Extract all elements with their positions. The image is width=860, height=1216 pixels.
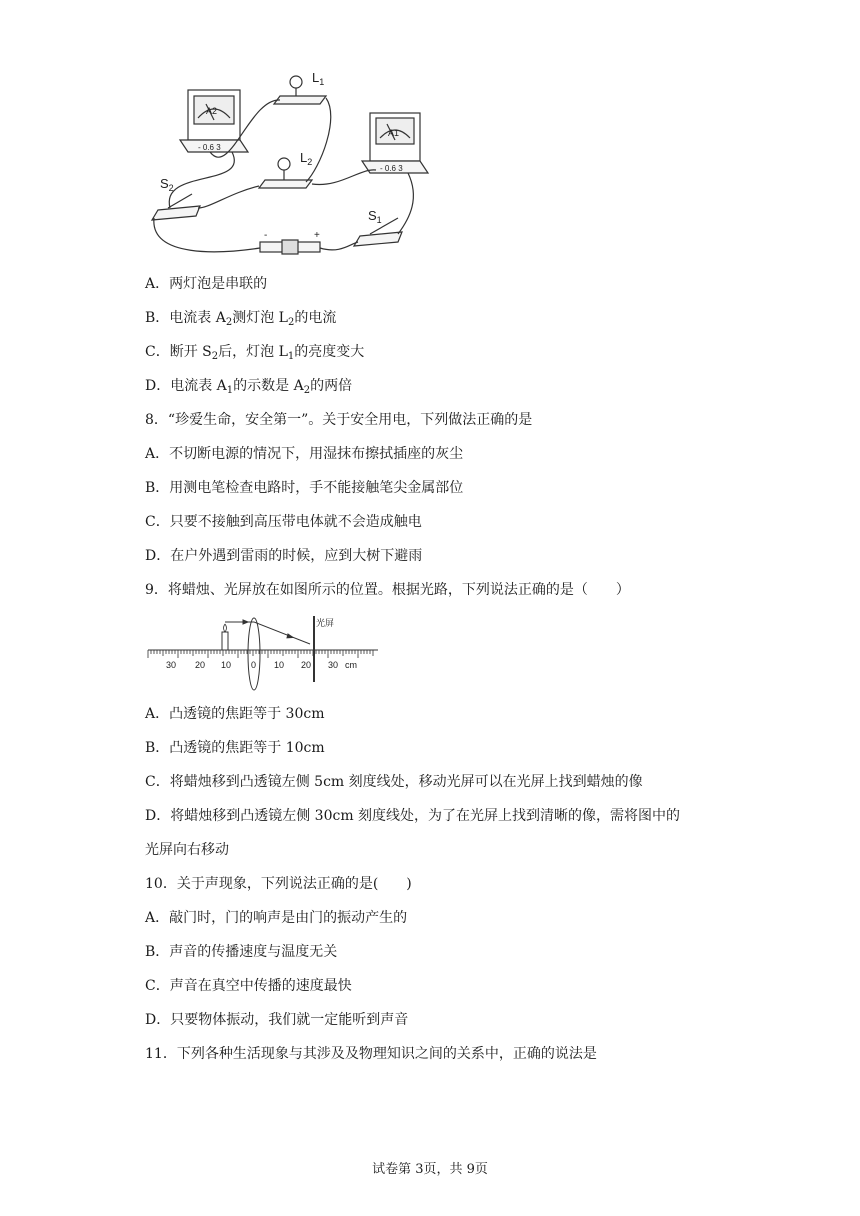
label-s2: $S_2$	[160, 176, 174, 193]
switch-s2	[152, 194, 200, 220]
page-footer: 试卷第 3页，共 9页	[372, 1162, 488, 1177]
scale-a1: - 0.6 3	[380, 164, 403, 173]
q8-option-d: D．在户外遇到雷雨的时候，应到大树下避雨	[145, 548, 423, 564]
q10-stem: 10．关于声现象，下列说法正确的是( )	[145, 876, 412, 892]
q9-option-a: A．凸透镜的焦距等于 30cm	[145, 706, 325, 722]
q8-option-a: A．不切断电源的情况下，用湿抹布擦拭插座的灰尘	[145, 446, 464, 462]
q10-option-d: D．只要物体振动，我们就一定能听到声音	[145, 1012, 409, 1028]
battery-minus: -	[264, 230, 268, 241]
light-ray	[225, 620, 310, 644]
q9-stem: 9．将蜡烛、光屏放在如图所示的位置。根据光路，下列说法正确的是（ ）	[145, 582, 630, 598]
tick-label: 0	[251, 660, 257, 670]
q7-option-b: B．电流表 $A_2$测灯泡 $L_2$的电流	[145, 310, 337, 328]
q9-option-d-cont: 光屏向右移动	[145, 842, 229, 858]
screen-label: 光屏	[316, 618, 335, 628]
q10-option-b: B．声音的传播速度与温度无关	[145, 944, 338, 960]
q10-option-c: C．声音在真空中传播的速度最快	[145, 978, 352, 994]
label-l2: $L_2$	[300, 150, 313, 167]
q9-option-d: D．将蜡烛移到凸透镜左侧 30cm 刻度线处，为了在光屏上找到清晰的像，需将图中的	[145, 808, 681, 824]
label-s1: $S_1$	[368, 208, 382, 225]
circuit-diagram	[140, 58, 440, 268]
q7-option-d: D．电流表 $A_1$的示数是 $A_2$的两倍	[145, 378, 353, 396]
unit-label: cm	[345, 660, 357, 670]
candle	[222, 624, 228, 650]
tick-label: 30	[166, 660, 177, 670]
battery-plus: +	[314, 230, 320, 241]
q9-option-b: B．凸透镜的焦距等于 10cm	[145, 740, 325, 756]
tick-label: 20	[301, 660, 312, 670]
q8-option-b: B．用测电笔检查电路时，手不能接触笔尖金属部位	[145, 480, 464, 496]
battery	[260, 240, 320, 254]
q8-option-c: C．只要不接触到高压带电体就不会造成触电	[145, 514, 422, 530]
tick-label: 20	[195, 660, 206, 670]
scale-a2: - 0.6 3	[198, 143, 221, 152]
q11-stem: 11．下列各种生活现象与其涉及及物理知识之间的关系中，正确的说法是	[145, 1046, 597, 1062]
q7-option-c: C．断开 $S_2$后，灯泡 $L_1$的亮度变大	[145, 344, 365, 362]
optics-diagram	[140, 612, 390, 692]
tick-label: 30	[328, 660, 339, 670]
q8-stem: 8．“珍爱生命，安全第一”。关于安全用电，下列做法正确的是	[145, 412, 533, 428]
label-a2: A2	[206, 106, 218, 116]
tick-label: 10	[274, 660, 285, 670]
label-a1: A1	[388, 128, 400, 138]
q7-option-a: A．两灯泡是串联的	[145, 276, 268, 292]
tick-label: 10	[221, 660, 232, 670]
q10-option-a: A．敲门时，门的响声是由门的振动产生的	[145, 910, 408, 926]
label-l1: $L_1$	[312, 70, 325, 87]
q9-option-c: C．将蜡烛移到凸透镜左侧 5cm 刻度线处，移动光屏可以在光屏上找到蜡烛的像	[145, 774, 643, 790]
